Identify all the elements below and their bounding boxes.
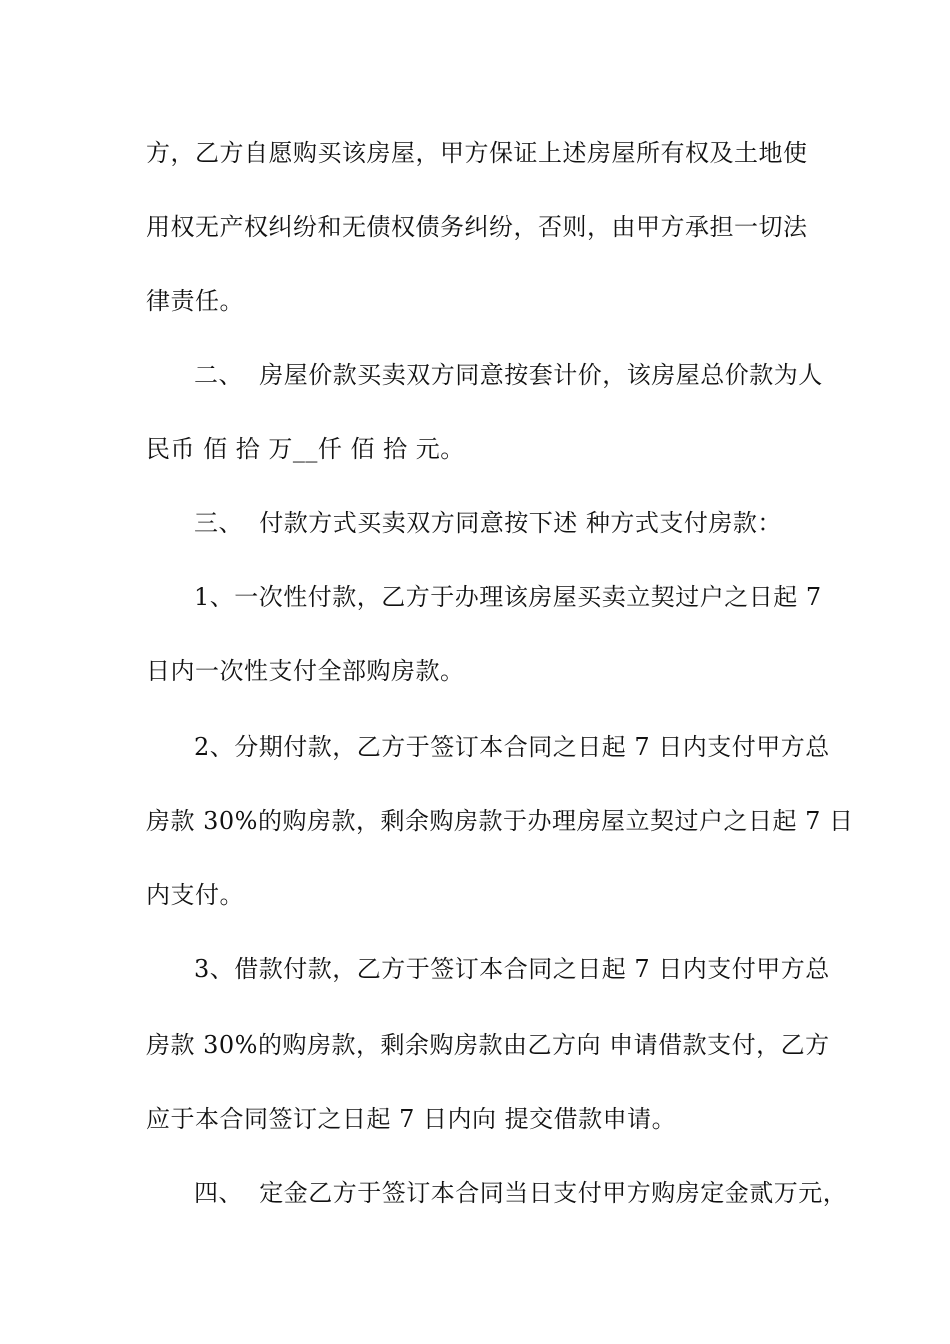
text-line: 房款 30%的购房款，剩余购房款由乙方向 申请借款支付，乙方 <box>146 1031 830 1059</box>
text-line: 方，乙方自愿购买该房屋，甲方保证上述房屋所有权及土地使 <box>146 139 808 167</box>
clause-one: 1、一次性付款，乙方于办理该房屋买卖立契过户之日起 7 <box>194 583 822 611</box>
section-three-heading: 三、 付款方式买卖双方同意按下述 种方式支付房款： <box>194 509 782 537</box>
text-line: 房款 30%的购房款，剩余购房款于办理房屋立契过户之日起 7 日 <box>146 807 854 835</box>
section-two-heading: 二、 房屋价款买卖双方同意按套计价，该房屋总价款为人 <box>194 361 823 389</box>
clause-three: 3、借款付款，乙方于签订本合同之日起 7 日内支付甲方总 <box>194 955 830 983</box>
text-line: 应于本合同签订之日起 7 日内向 提交借款申请。 <box>146 1105 677 1133</box>
clause-two: 2、分期付款，乙方于签订本合同之日起 7 日内支付甲方总 <box>194 733 830 761</box>
text-line: 内支付。 <box>146 881 244 909</box>
text-line: 律责任。 <box>146 287 244 315</box>
text-line: 民币 佰 拾 万__仟 佰 拾 元。 <box>146 435 465 463</box>
text-line: 日内一次性支付全部购房款。 <box>146 657 465 685</box>
section-four-heading: 四、 定金乙方于签订本合同当日支付甲方购房定金贰万元， <box>194 1179 848 1207</box>
text-line: 用权无产权纠纷和无债权债务纠纷，否则，由甲方承担一切法 <box>146 213 808 241</box>
